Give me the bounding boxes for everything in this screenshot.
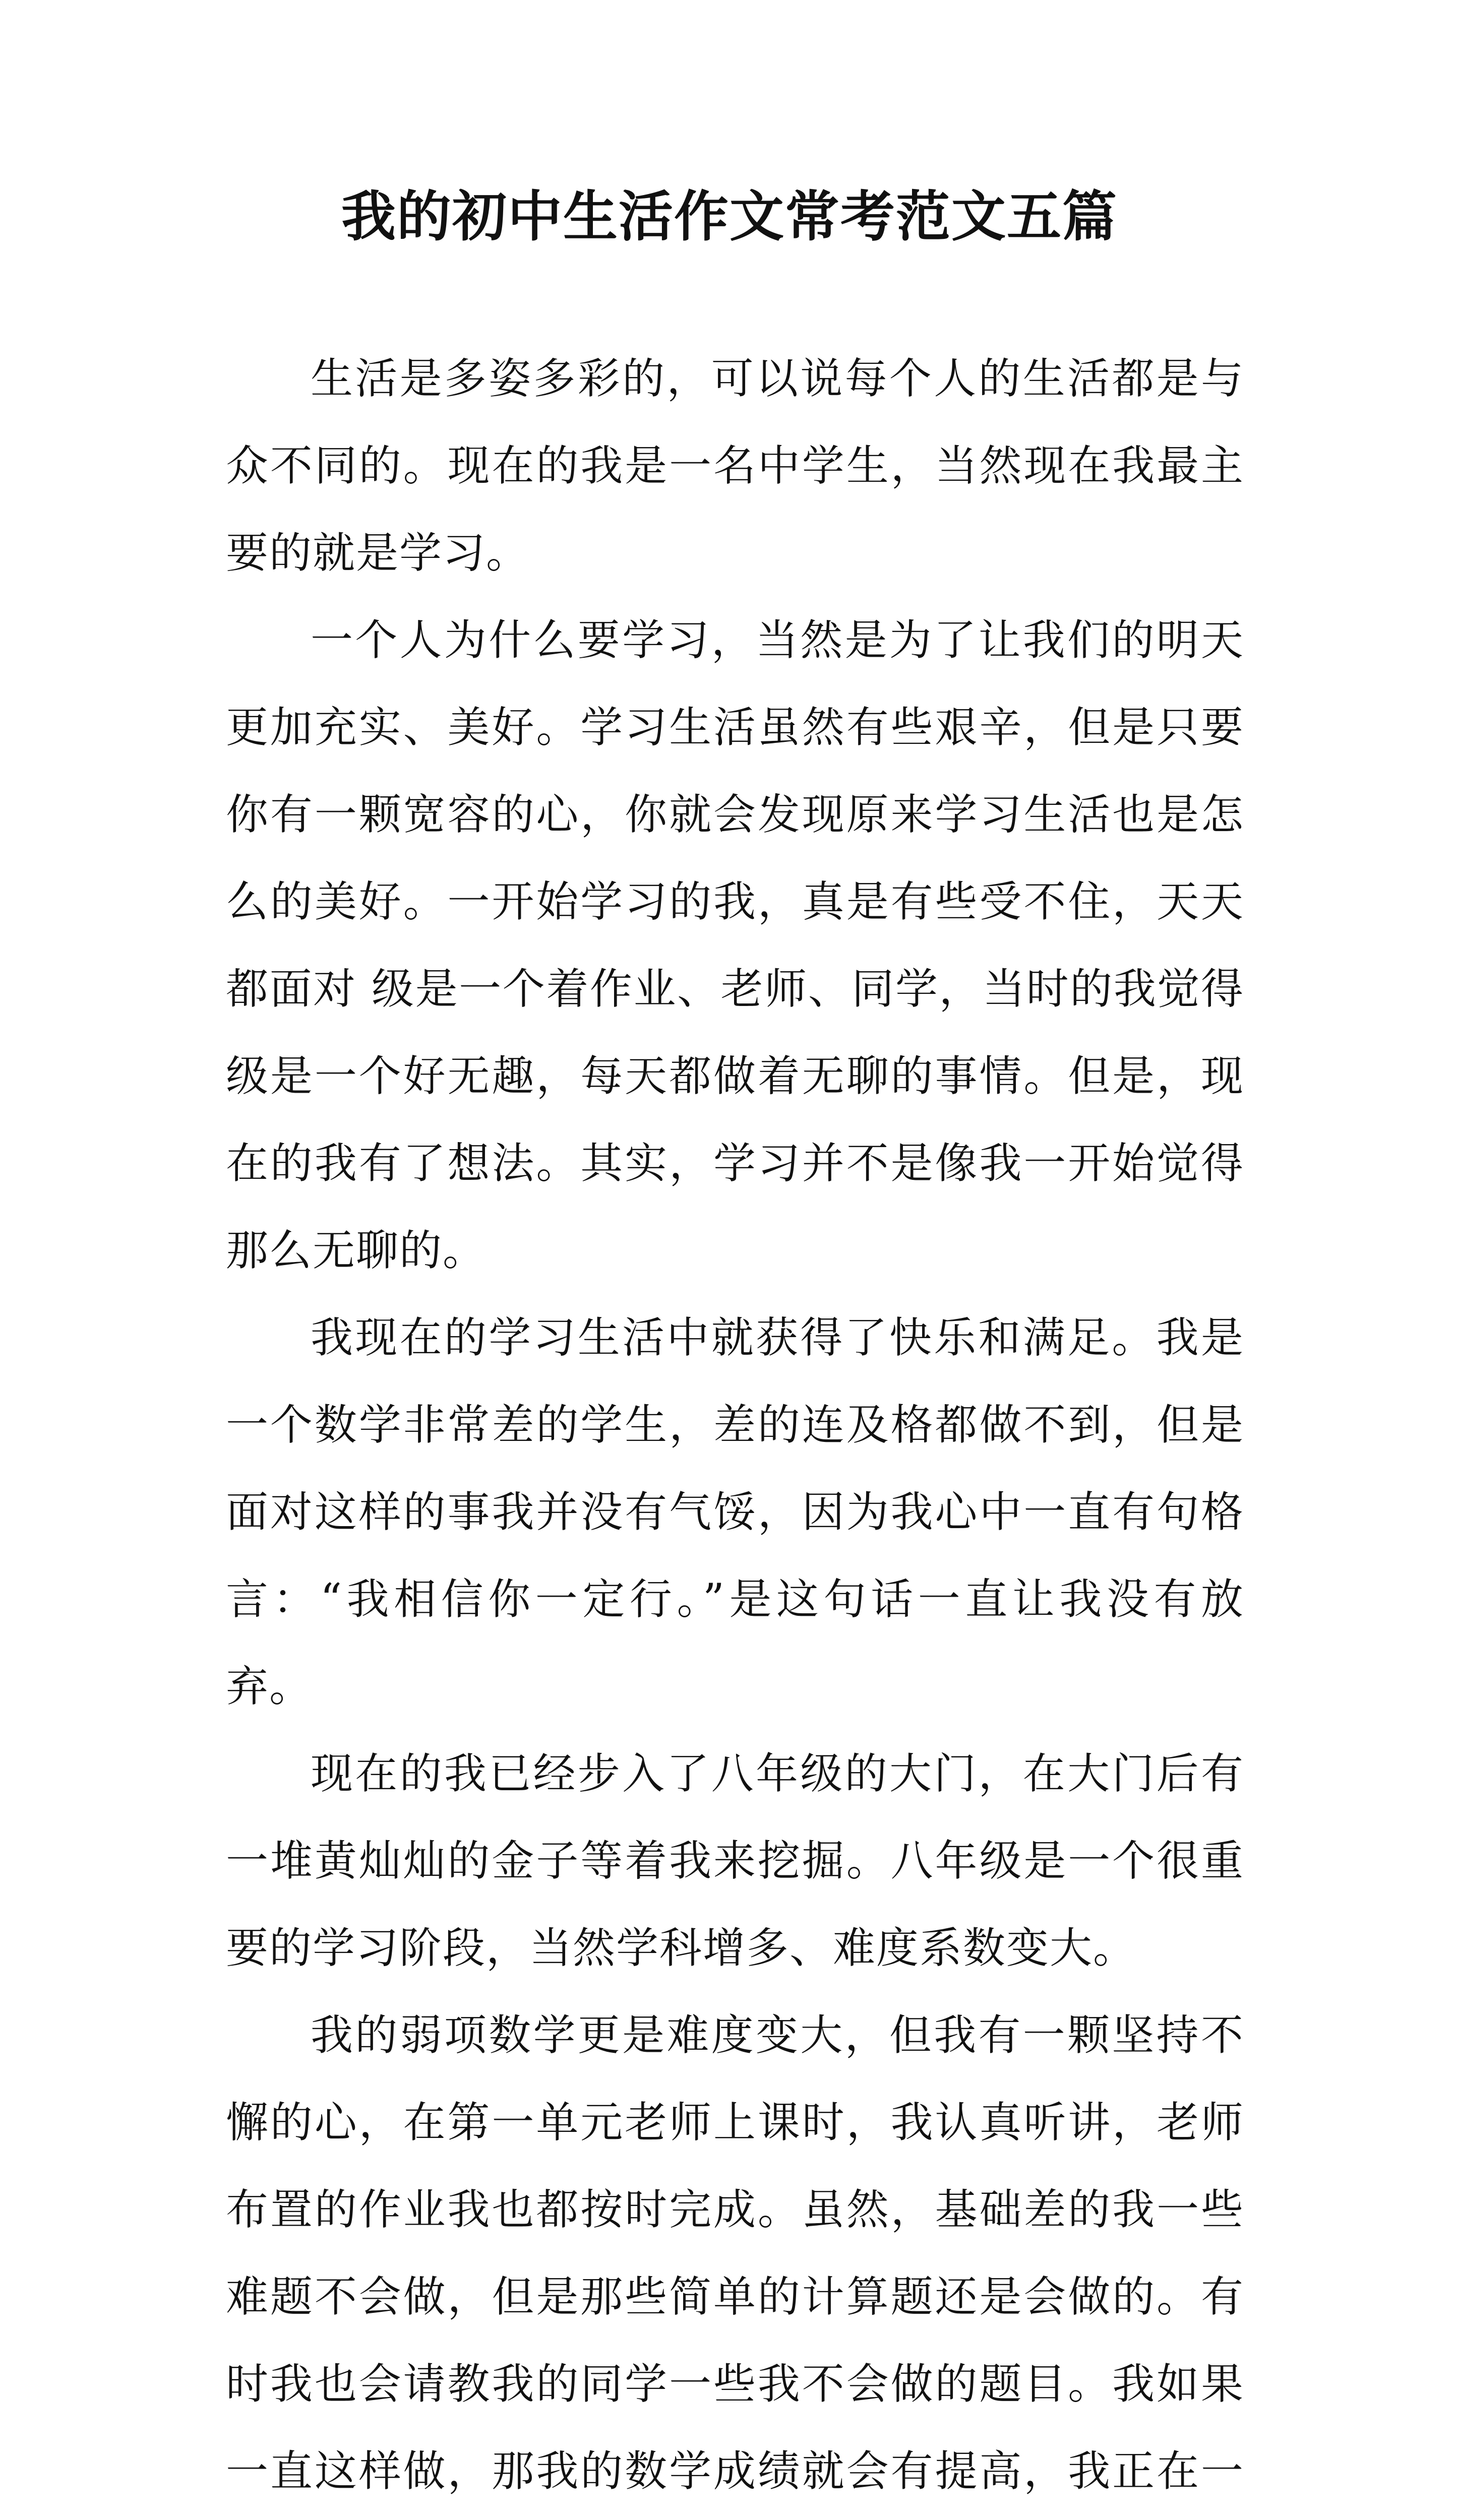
document-body xyxy=(226,335,1244,2520)
paragraph-5: 我的弱项数学更是难度变大，但我有一颗坚持不懈的心，在第一单元老师上课时，我认真听讲，老师布置的作业我也都按时完成。虽然，基础差的我一些难题不会做，但是那些简单的计算题还是会做的。有时我也会请教我的同学一些我不会做的题目。我如果一直这样做，那我的数学成绩就会有提高，我正在一 xyxy=(226,2010,1244,2496)
document-title: 我的初中生活作文常考范文五篇 xyxy=(341,185,1118,248)
paragraph-1: 生活是多姿多彩的，可以说每个人的生活都是与众不同的。现在的我是一名中学生，当然现在我最主要的就是学习。 xyxy=(226,354,1244,578)
paragraph-3: 我现在的学习生活中就获得了快乐和满足。我是一个数学非常差的学生，差的连及格都做不到，但是面对这样的事我并没有气馁，因为我心中一直有句格言：“我相信你一定行。”是这句话一直让我没有放弃。 xyxy=(226,1313,1244,1711)
paragraph-2: 一个人为什么要学习，当然是为了让我们的明天更加充实、美好。学习生活虽然有些艰辛，但是只要你有一颗宽容的心，你就会发现原来学习生活也是怎么的美好。一开始学习的我，真是有些受不住，天天都面对 级是一个着作业、老师、同学，当时的我觉得级是一个好无趣，每天都做着无聊的事情。但是，现在的我有了想法。其实，学习并不是像我一开始觉得那么无聊的。 xyxy=(226,615,1244,1275)
paragraph-4: 现在的我已经步入了八年级的大门，在大门后有一堆黄灿灿的金子等着我来挖掘。八年级是一个很重要的学习阶段，当然学科增多、难度系数变大。 xyxy=(226,1749,1244,1973)
